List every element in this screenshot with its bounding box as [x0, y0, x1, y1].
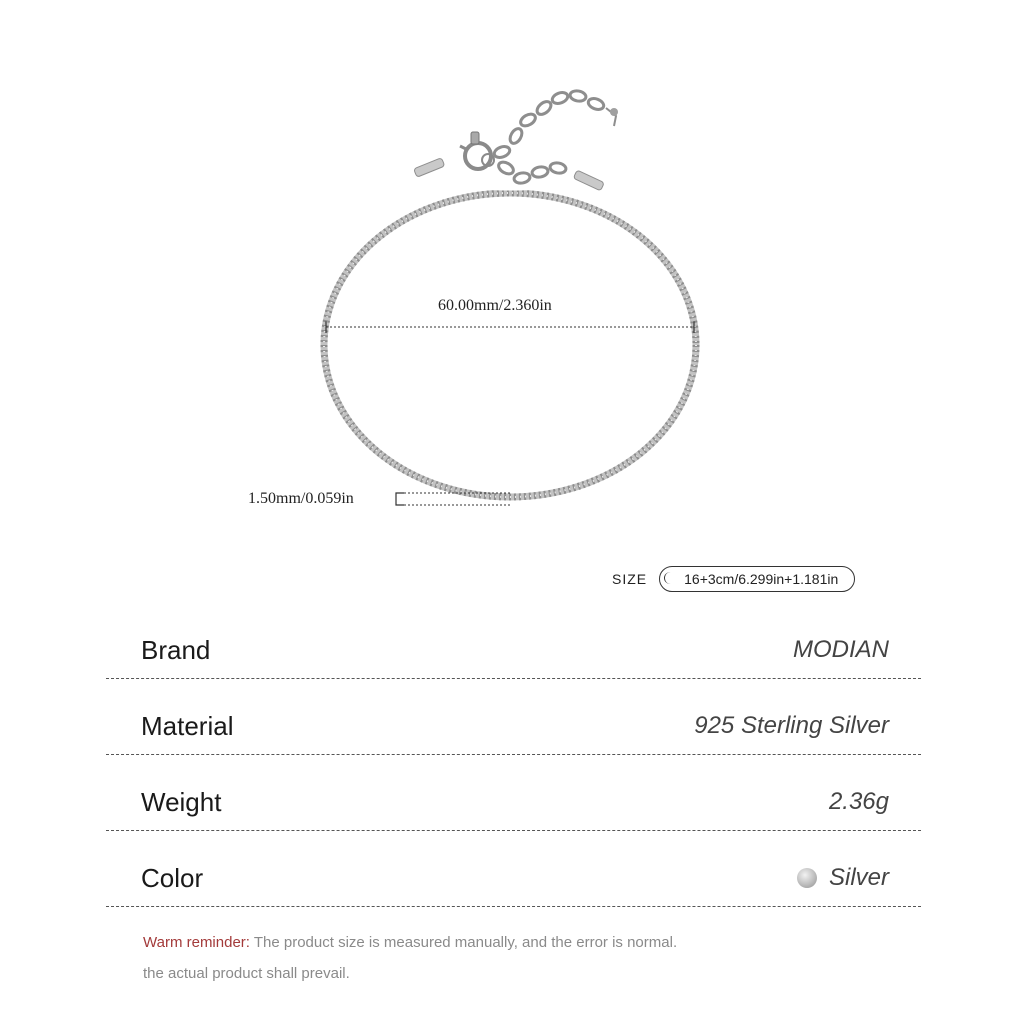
- thickness-label: 1.50mm/0.059in: [248, 490, 354, 507]
- spec-row-color: [106, 849, 921, 907]
- spec-row-material: [106, 697, 921, 755]
- spec-value-weight: [829, 788, 889, 816]
- spec-label-weight: Weight: [141, 787, 222, 817]
- diameter-label: 60.00mm/2.360in: [438, 297, 552, 314]
- spec-label-material: Material: [141, 711, 234, 741]
- brand-value-text: MODIAN: [793, 636, 889, 663]
- spec-row-brand: [106, 621, 921, 679]
- extension-chain: [493, 90, 618, 185]
- size-row: [612, 564, 855, 594]
- spec-label-color: Color: [141, 863, 204, 893]
- warm-reminder-notes: [143, 927, 677, 989]
- size-label: SIZE: [612, 571, 648, 587]
- spec-label-brand: Brand: [141, 635, 211, 665]
- color-value-text: Silver: [828, 864, 889, 891]
- size-value-pill: 16+3cm/6.299in+1.181in: [659, 566, 855, 592]
- material-value-text: 925 Sterling Silver: [694, 712, 889, 739]
- notes-line-1: [143, 927, 677, 958]
- spec-value-material: [694, 712, 889, 740]
- bracelet-chain: [324, 193, 696, 497]
- notes-line-1-text: The product size is measured manually, and the error is normal.: [249, 934, 678, 951]
- warm-reminder-label: Warm reminder:: [143, 934, 250, 951]
- spec-row-weight: [106, 773, 921, 831]
- spec-value-brand: [793, 636, 889, 664]
- spring-clasp: [460, 132, 494, 169]
- color-swatch-icon: [797, 868, 817, 888]
- spec-value-color: [797, 864, 889, 892]
- weight-value-text: 2.36g: [828, 788, 889, 815]
- diameter-dimension-line: [326, 321, 694, 333]
- notes-line-2: the actual product shall prevail.: [143, 965, 350, 982]
